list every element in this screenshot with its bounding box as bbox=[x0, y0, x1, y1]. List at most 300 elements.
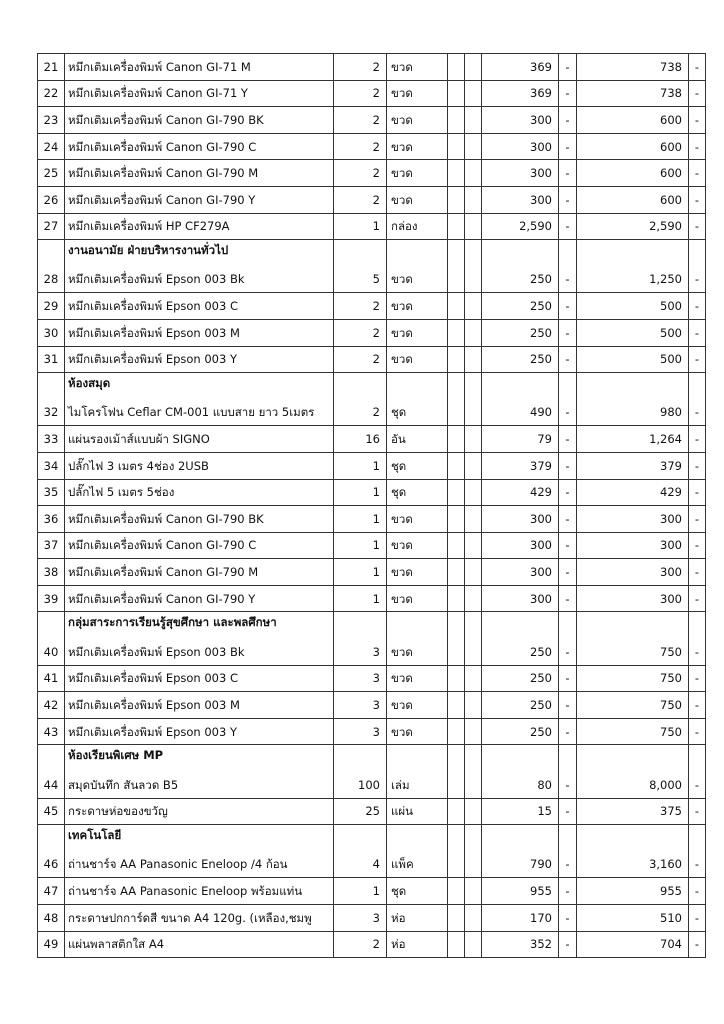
item-unit-price: 369 bbox=[482, 54, 559, 81]
blank-cell bbox=[448, 718, 465, 745]
section-qty-cell bbox=[334, 240, 387, 267]
item-unit-price: 300 bbox=[482, 186, 559, 213]
blank-cell bbox=[465, 479, 482, 506]
item-number: 29 bbox=[38, 293, 65, 320]
item-name: กระดาษปกการ์ดสี ขนาด A4 120g. (เหลือง,ชมพู bbox=[65, 905, 334, 932]
document-page bbox=[37, 53, 705, 958]
blank-cell bbox=[465, 213, 482, 240]
item-quantity: 2 bbox=[334, 931, 387, 958]
item-unit-price: 15 bbox=[482, 798, 559, 825]
item-unit-price-dash: - bbox=[559, 426, 577, 453]
blank-cell bbox=[465, 665, 482, 692]
item-unit-price: 490 bbox=[482, 399, 559, 426]
section-qty-cell bbox=[334, 612, 387, 639]
item-number: 25 bbox=[38, 160, 65, 187]
section-total-dash-cell bbox=[689, 373, 706, 400]
blank-cell bbox=[448, 479, 465, 506]
item-unit: กล่อง bbox=[387, 213, 448, 240]
section-total-cell bbox=[577, 240, 689, 267]
item-name: หมึกเติมเครื่องพิมพ์ Epson 003 C bbox=[65, 293, 334, 320]
item-total-dash: - bbox=[689, 293, 706, 320]
blank-cell bbox=[465, 878, 482, 905]
item-total: 500 bbox=[577, 293, 689, 320]
item-number: 44 bbox=[38, 772, 65, 799]
table-row bbox=[38, 718, 706, 745]
item-unit: ขวด bbox=[387, 506, 448, 533]
section-no-cell bbox=[38, 612, 65, 639]
item-number: 31 bbox=[38, 346, 65, 373]
item-total: 600 bbox=[577, 133, 689, 160]
blank-cell bbox=[448, 80, 465, 107]
table-row bbox=[38, 931, 706, 958]
blank-cell bbox=[448, 426, 465, 453]
blank-cell bbox=[465, 532, 482, 559]
item-unit-price: 80 bbox=[482, 772, 559, 799]
item-total-dash: - bbox=[689, 133, 706, 160]
section-no-cell bbox=[38, 240, 65, 267]
blank-cell bbox=[448, 532, 465, 559]
blank-cell bbox=[465, 346, 482, 373]
section-unit-cell bbox=[387, 745, 448, 772]
item-unit-price-dash: - bbox=[559, 665, 577, 692]
section-total-cell bbox=[577, 825, 689, 852]
item-name: หมึกเติมเครื่องพิมพ์ Canon GI-790 C bbox=[65, 133, 334, 160]
item-unit: ขวด bbox=[387, 133, 448, 160]
item-number: 30 bbox=[38, 319, 65, 346]
blank-cell bbox=[448, 692, 465, 719]
item-total-dash: - bbox=[689, 931, 706, 958]
item-quantity: 1 bbox=[334, 878, 387, 905]
item-unit: ขวด bbox=[387, 293, 448, 320]
item-total-dash: - bbox=[689, 107, 706, 134]
item-name: หมึกเติมเครื่องพิมพ์ Canon GI-71 Y bbox=[65, 80, 334, 107]
item-total: 750 bbox=[577, 665, 689, 692]
blank-cell bbox=[448, 665, 465, 692]
item-unit-price: 300 bbox=[482, 107, 559, 134]
item-unit-price: 170 bbox=[482, 905, 559, 932]
section-blank-cell bbox=[465, 373, 482, 400]
item-total: 600 bbox=[577, 107, 689, 134]
section-blank-cell bbox=[465, 240, 482, 267]
section-title: ห้องเรียนพิเศษ MP bbox=[65, 745, 334, 772]
item-unit-price-dash: - bbox=[559, 692, 577, 719]
item-total: 1,264 bbox=[577, 426, 689, 453]
item-total: 379 bbox=[577, 452, 689, 479]
section-price-dash-cell bbox=[559, 745, 577, 772]
item-unit-price: 379 bbox=[482, 452, 559, 479]
item-quantity: 2 bbox=[334, 107, 387, 134]
item-quantity: 3 bbox=[334, 692, 387, 719]
blank-cell bbox=[465, 266, 482, 293]
item-number: 43 bbox=[38, 718, 65, 745]
item-total: 2,590 bbox=[577, 213, 689, 240]
blank-cell bbox=[448, 506, 465, 533]
item-unit-price: 300 bbox=[482, 532, 559, 559]
item-quantity: 1 bbox=[334, 532, 387, 559]
section-title: ห้องสมุด bbox=[65, 373, 334, 400]
blank-cell bbox=[448, 160, 465, 187]
item-unit-price-dash: - bbox=[559, 452, 577, 479]
item-total: 600 bbox=[577, 160, 689, 187]
blank-cell bbox=[465, 772, 482, 799]
blank-cell bbox=[448, 346, 465, 373]
item-quantity: 1 bbox=[334, 452, 387, 479]
item-quantity: 1 bbox=[334, 506, 387, 533]
item-number: 22 bbox=[38, 80, 65, 107]
item-name: ถ่านชาร์จ AA Panasonic Eneloop /4 ก้อน bbox=[65, 851, 334, 878]
item-total-dash: - bbox=[689, 639, 706, 666]
item-unit-price-dash: - bbox=[559, 160, 577, 187]
blank-cell bbox=[465, 798, 482, 825]
item-total-dash: - bbox=[689, 399, 706, 426]
section-blank-cell bbox=[465, 612, 482, 639]
item-unit: ขวด bbox=[387, 559, 448, 586]
table-row bbox=[38, 186, 706, 213]
item-unit-price: 250 bbox=[482, 346, 559, 373]
section-blank-cell bbox=[465, 825, 482, 852]
item-name: หมึกเติมเครื่องพิมพ์ Canon GI-790 Y bbox=[65, 585, 334, 612]
item-name: ปลั๊กไฟ 5 เมตร 5ช่อง bbox=[65, 479, 334, 506]
item-unit: ขวด bbox=[387, 160, 448, 187]
table-row bbox=[38, 426, 706, 453]
item-total-dash: - bbox=[689, 506, 706, 533]
item-total-dash: - bbox=[689, 665, 706, 692]
item-unit: แพ็ค bbox=[387, 851, 448, 878]
blank-cell bbox=[448, 133, 465, 160]
section-no-cell bbox=[38, 745, 65, 772]
table-row bbox=[38, 399, 706, 426]
item-quantity: 1 bbox=[334, 213, 387, 240]
item-quantity: 2 bbox=[334, 346, 387, 373]
item-quantity: 100 bbox=[334, 772, 387, 799]
item-total-dash: - bbox=[689, 186, 706, 213]
item-unit-price: 250 bbox=[482, 319, 559, 346]
item-unit-price-dash: - bbox=[559, 479, 577, 506]
table-row bbox=[38, 452, 706, 479]
blank-cell bbox=[448, 905, 465, 932]
blank-cell bbox=[465, 107, 482, 134]
item-number: 37 bbox=[38, 532, 65, 559]
item-name: หมึกเติมเครื่องพิมพ์ Canon GI-790 Y bbox=[65, 186, 334, 213]
blank-cell bbox=[465, 585, 482, 612]
item-unit: อัน bbox=[387, 426, 448, 453]
table-row bbox=[38, 585, 706, 612]
blank-cell bbox=[465, 426, 482, 453]
item-name: หมึกเติมเครื่องพิมพ์ HP CF279A bbox=[65, 213, 334, 240]
item-unit-price-dash: - bbox=[559, 718, 577, 745]
section-no-cell bbox=[38, 825, 65, 852]
item-name: สมุดบันทึก สันลวด B5 bbox=[65, 772, 334, 799]
item-total: 738 bbox=[577, 80, 689, 107]
item-unit-price-dash: - bbox=[559, 80, 577, 107]
item-name: แผ่นพลาสติกใส A4 bbox=[65, 931, 334, 958]
item-unit: ขวด bbox=[387, 346, 448, 373]
section-price-cell bbox=[482, 240, 559, 267]
table-row bbox=[38, 319, 706, 346]
item-unit: ชุด bbox=[387, 479, 448, 506]
item-unit-price: 955 bbox=[482, 878, 559, 905]
item-unit-price-dash: - bbox=[559, 931, 577, 958]
item-quantity: 2 bbox=[334, 293, 387, 320]
item-quantity: 1 bbox=[334, 585, 387, 612]
item-unit: ขวด bbox=[387, 319, 448, 346]
item-total-dash: - bbox=[689, 160, 706, 187]
item-name: หมึกเติมเครื่องพิมพ์ Epson 003 Y bbox=[65, 346, 334, 373]
blank-cell bbox=[465, 133, 482, 160]
item-total: 750 bbox=[577, 692, 689, 719]
item-total-dash: - bbox=[689, 559, 706, 586]
section-blank-cell bbox=[448, 373, 465, 400]
item-unit-price-dash: - bbox=[559, 878, 577, 905]
item-total-dash: - bbox=[689, 213, 706, 240]
blank-cell bbox=[448, 213, 465, 240]
table-row bbox=[38, 878, 706, 905]
section-title: เทคโนโลยี bbox=[65, 825, 334, 852]
item-quantity: 2 bbox=[334, 54, 387, 81]
item-quantity: 3 bbox=[334, 665, 387, 692]
section-header-row bbox=[38, 240, 706, 267]
item-unit-price-dash: - bbox=[559, 133, 577, 160]
table-row bbox=[38, 559, 706, 586]
item-total: 300 bbox=[577, 532, 689, 559]
blank-cell bbox=[448, 585, 465, 612]
item-total: 750 bbox=[577, 639, 689, 666]
table-row bbox=[38, 692, 706, 719]
section-total-dash-cell bbox=[689, 240, 706, 267]
item-name: กระดาษห่อของขวัญ bbox=[65, 798, 334, 825]
table-row bbox=[38, 639, 706, 666]
blank-cell bbox=[465, 851, 482, 878]
item-name: หมึกเติมเครื่องพิมพ์ Epson 003 M bbox=[65, 319, 334, 346]
item-total: 980 bbox=[577, 399, 689, 426]
item-name: ไมโครโฟน Ceflar CM-001 แบบสาย ยาว 5เมตร bbox=[65, 399, 334, 426]
item-unit-price: 300 bbox=[482, 506, 559, 533]
item-name: หมึกเติมเครื่องพิมพ์ Canon GI-790 M bbox=[65, 559, 334, 586]
item-total-dash: - bbox=[689, 346, 706, 373]
section-title: กลุ่มสาระการเรียนรู้สุขศึกษา และพลศึกษา bbox=[65, 612, 334, 639]
table-row bbox=[38, 107, 706, 134]
table-body bbox=[38, 54, 706, 958]
section-blank-cell bbox=[448, 612, 465, 639]
table-row bbox=[38, 293, 706, 320]
section-total-cell bbox=[577, 612, 689, 639]
table-row bbox=[38, 54, 706, 81]
item-total-dash: - bbox=[689, 266, 706, 293]
item-quantity: 2 bbox=[334, 160, 387, 187]
item-unit-price-dash: - bbox=[559, 772, 577, 799]
item-total: 3,160 bbox=[577, 851, 689, 878]
section-total-cell bbox=[577, 745, 689, 772]
item-unit-price-dash: - bbox=[559, 506, 577, 533]
item-number: 32 bbox=[38, 399, 65, 426]
table-row bbox=[38, 266, 706, 293]
section-unit-cell bbox=[387, 240, 448, 267]
item-unit: ขวด bbox=[387, 107, 448, 134]
item-unit: ขวด bbox=[387, 639, 448, 666]
item-unit-price-dash: - bbox=[559, 319, 577, 346]
item-quantity: 3 bbox=[334, 639, 387, 666]
item-number: 35 bbox=[38, 479, 65, 506]
item-total-dash: - bbox=[689, 718, 706, 745]
item-unit: ขวด bbox=[387, 54, 448, 81]
item-total: 375 bbox=[577, 798, 689, 825]
table-row bbox=[38, 479, 706, 506]
section-price-cell bbox=[482, 373, 559, 400]
section-price-dash-cell bbox=[559, 612, 577, 639]
item-quantity: 2 bbox=[334, 319, 387, 346]
item-unit-price-dash: - bbox=[559, 186, 577, 213]
item-unit: ห่อ bbox=[387, 931, 448, 958]
item-quantity: 5 bbox=[334, 266, 387, 293]
item-total-dash: - bbox=[689, 479, 706, 506]
item-number: 39 bbox=[38, 585, 65, 612]
item-unit-price: 300 bbox=[482, 585, 559, 612]
item-name: ถ่านชาร์จ AA Panasonic Eneloop พร้อมแท่น bbox=[65, 878, 334, 905]
item-number: 28 bbox=[38, 266, 65, 293]
item-unit-price: 250 bbox=[482, 692, 559, 719]
item-name: หมึกเติมเครื่องพิมพ์ Canon GI-790 BK bbox=[65, 506, 334, 533]
item-name: หมึกเติมเครื่องพิมพ์ Canon GI-790 M bbox=[65, 160, 334, 187]
item-unit-price-dash: - bbox=[559, 107, 577, 134]
item-total: 8,000 bbox=[577, 772, 689, 799]
item-name: หมึกเติมเครื่องพิมพ์ Canon GI-71 M bbox=[65, 54, 334, 81]
blank-cell bbox=[448, 851, 465, 878]
item-number: 42 bbox=[38, 692, 65, 719]
item-total-dash: - bbox=[689, 851, 706, 878]
item-total-dash: - bbox=[689, 319, 706, 346]
item-quantity: 16 bbox=[334, 426, 387, 453]
table-row bbox=[38, 532, 706, 559]
item-quantity: 25 bbox=[334, 798, 387, 825]
item-number: 21 bbox=[38, 54, 65, 81]
table-row bbox=[38, 851, 706, 878]
item-unit: ชุด bbox=[387, 399, 448, 426]
section-total-dash-cell bbox=[689, 745, 706, 772]
item-number: 27 bbox=[38, 213, 65, 240]
item-unit: ขวด bbox=[387, 266, 448, 293]
item-total: 704 bbox=[577, 931, 689, 958]
section-blank-cell bbox=[448, 825, 465, 852]
item-quantity: 4 bbox=[334, 851, 387, 878]
blank-cell bbox=[448, 772, 465, 799]
item-unit-price-dash: - bbox=[559, 213, 577, 240]
blank-cell bbox=[448, 54, 465, 81]
item-unit-price: 250 bbox=[482, 266, 559, 293]
item-unit-price: 429 bbox=[482, 479, 559, 506]
item-unit-price-dash: - bbox=[559, 851, 577, 878]
table-row bbox=[38, 160, 706, 187]
item-name: หมึกเติมเครื่องพิมพ์ Epson 003 Bk bbox=[65, 639, 334, 666]
table-row bbox=[38, 798, 706, 825]
item-unit: ชุด bbox=[387, 878, 448, 905]
section-price-dash-cell bbox=[559, 825, 577, 852]
section-total-dash-cell bbox=[689, 612, 706, 639]
item-total: 955 bbox=[577, 878, 689, 905]
blank-cell bbox=[465, 639, 482, 666]
item-unit: ห่อ bbox=[387, 905, 448, 932]
item-unit-price: 250 bbox=[482, 293, 559, 320]
item-name: หมึกเติมเครื่องพิมพ์ Epson 003 Y bbox=[65, 718, 334, 745]
blank-cell bbox=[465, 319, 482, 346]
item-total: 510 bbox=[577, 905, 689, 932]
section-qty-cell bbox=[334, 745, 387, 772]
table-row bbox=[38, 346, 706, 373]
item-quantity: 2 bbox=[334, 186, 387, 213]
item-unit-price: 300 bbox=[482, 559, 559, 586]
section-total-dash-cell bbox=[689, 825, 706, 852]
section-title: งานอนามัย ฝ่ายบริหารงานทั่วไป bbox=[65, 240, 334, 267]
item-total: 750 bbox=[577, 718, 689, 745]
item-unit: ขวด bbox=[387, 692, 448, 719]
item-quantity: 2 bbox=[334, 133, 387, 160]
section-blank-cell bbox=[448, 745, 465, 772]
table-row bbox=[38, 80, 706, 107]
table-row bbox=[38, 133, 706, 160]
blank-cell bbox=[448, 931, 465, 958]
item-total-dash: - bbox=[689, 772, 706, 799]
item-unit-price-dash: - bbox=[559, 639, 577, 666]
item-unit-price-dash: - bbox=[559, 346, 577, 373]
blank-cell bbox=[465, 559, 482, 586]
item-total: 738 bbox=[577, 54, 689, 81]
item-unit-price: 300 bbox=[482, 160, 559, 187]
blank-cell bbox=[448, 878, 465, 905]
item-name: แผ่นรองเม้าส์แบบผ้า SIGNO bbox=[65, 426, 334, 453]
item-number: 34 bbox=[38, 452, 65, 479]
section-unit-cell bbox=[387, 825, 448, 852]
item-unit-price-dash: - bbox=[559, 559, 577, 586]
item-unit-price: 250 bbox=[482, 665, 559, 692]
item-unit: ชุด bbox=[387, 452, 448, 479]
item-unit-price: 250 bbox=[482, 639, 559, 666]
blank-cell bbox=[465, 931, 482, 958]
section-blank-cell bbox=[448, 240, 465, 267]
table-row bbox=[38, 665, 706, 692]
item-unit-price-dash: - bbox=[559, 905, 577, 932]
blank-cell bbox=[465, 54, 482, 81]
section-unit-cell bbox=[387, 612, 448, 639]
item-name: หมึกเติมเครื่องพิมพ์ Epson 003 M bbox=[65, 692, 334, 719]
blank-cell bbox=[465, 399, 482, 426]
item-number: 36 bbox=[38, 506, 65, 533]
item-total-dash: - bbox=[689, 80, 706, 107]
item-total: 600 bbox=[577, 186, 689, 213]
item-number: 47 bbox=[38, 878, 65, 905]
blank-cell bbox=[448, 452, 465, 479]
item-unit-price-dash: - bbox=[559, 585, 577, 612]
item-total: 300 bbox=[577, 559, 689, 586]
item-unit: ขวด bbox=[387, 80, 448, 107]
blank-cell bbox=[465, 506, 482, 533]
item-unit-price: 790 bbox=[482, 851, 559, 878]
item-number: 33 bbox=[38, 426, 65, 453]
item-quantity: 3 bbox=[334, 905, 387, 932]
blank-cell bbox=[465, 905, 482, 932]
item-total-dash: - bbox=[689, 452, 706, 479]
item-number: 26 bbox=[38, 186, 65, 213]
section-price-dash-cell bbox=[559, 240, 577, 267]
item-total: 300 bbox=[577, 506, 689, 533]
item-unit: แผ่น bbox=[387, 798, 448, 825]
procurement-table bbox=[37, 53, 706, 958]
table-row bbox=[38, 213, 706, 240]
item-unit: ขวด bbox=[387, 665, 448, 692]
item-total: 500 bbox=[577, 319, 689, 346]
table-row bbox=[38, 905, 706, 932]
item-number: 38 bbox=[38, 559, 65, 586]
section-total-cell bbox=[577, 373, 689, 400]
item-number: 45 bbox=[38, 798, 65, 825]
